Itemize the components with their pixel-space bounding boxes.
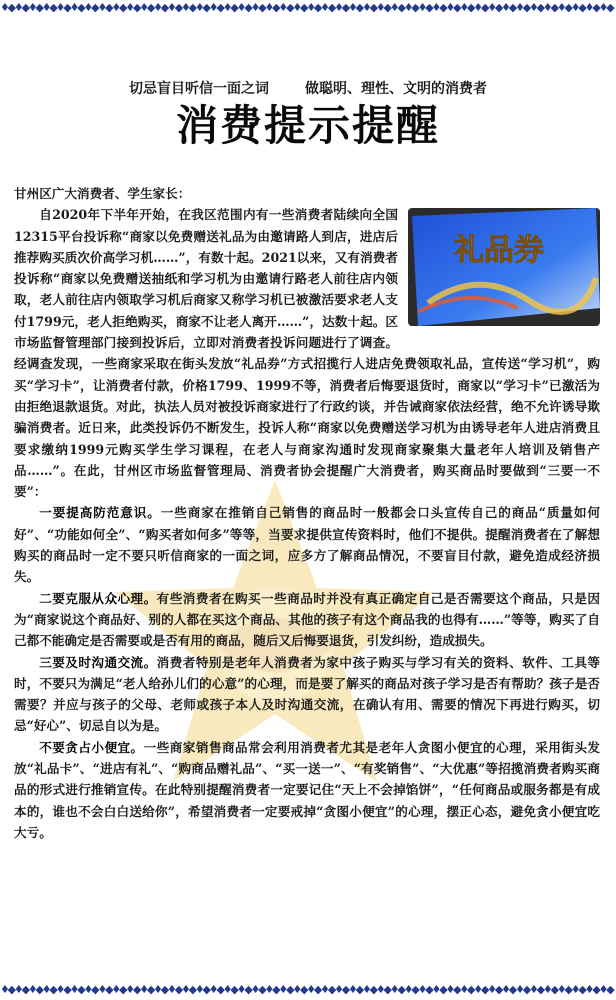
point-1 — [14, 502, 600, 587]
point-2-heading: 二要克服从众心理。 — [39, 590, 157, 606]
slogan-right: 做聪明、理性、文明的消费者 — [305, 81, 487, 97]
slogan-left: 切忌盲目听信一面之词 — [129, 81, 269, 97]
top-diamond-border: ♦◆♦◆♦◆♦◆♦◆♦◆♦◆♦◆♦◆♦◆♦◆♦◆♦◆♦◆♦◆♦◆♦◆♦◆♦◆♦◆♦◆♦◆♦◆♦◆♦◆♦◆♦◆♦◆♦◆♦◆♦◆♦◆♦◆♦◆♦◆♦◆♦◆♦◆♦◆♦◆♦◆♦◆♦◆♦◆ — [0, 1, 613, 14]
gift-voucher-photo — [408, 208, 600, 326]
salutation: 甘州区广大消费者、学生家长： — [14, 186, 191, 201]
point-3 — [14, 652, 600, 737]
page-title: 消费提示提醒 — [175, 101, 440, 150]
point-4 — [14, 737, 600, 843]
notice-body — [14, 183, 600, 843]
intro-paragraph: 礼品券 自2020年下半年开始，在我区范围内有一些消费者陆续向全国12315平台投诉称“商家以免费赠送礼品为由邀请路人到店，进店后推荐购买质次价高学习机……”，有数十起。2021以来，又有消费者投诉称“商家以免费赠送抽纸和学习机为由邀请行路老人前往店内领取，老人前往店内领取学习机后商家又称学习机已被激活要求老人支付1799元，老人拒绝购买，商家不让老人离开……”，达数十起。区市场监督管理部门接到投诉后，立即对消费者投诉问题进行了调查。经调查发现，一些商家采取在街头发放“礼品券”方式招揽行人进店免费领取礼品，宣传送“学习机”，购买“学习卡”，让消费者付款，价格1799、1999不等，消费者后悔要退货时，商家以“学习卡”已激活为由拒绝退款退货。对此，执法人员对被投诉商家进行了行政约谈，并告诫商家依法经营，绝不允许诱导欺骗消费者。近日来，此类投诉仍不断发生，投诉人称“商家以免费赠送学习机为由诱导老年人进店消费且要求缴纳1999元购买学生学习课程，在老人与商家沟通时发现商家聚集大量老年人培训及销售产品……”。在此，甘州区市场监督管理局、消费者协会提醒广大消费者，购买商品时要做到“三要一不要”： — [14, 207, 600, 500]
point-4-heading: 不要贪占小便宜。 — [39, 739, 144, 755]
slogan-line — [0, 78, 616, 98]
bottom-diamond-border: ♦◆♦◆♦◆♦◆♦◆♦◆♦◆♦◆♦◆♦◆♦◆♦◆♦◆♦◆♦◆♦◆♦◆♦◆♦◆♦◆♦◆♦◆♦◆♦◆♦◆♦◆♦◆♦◆♦◆♦◆♦◆♦◆♦◆♦◆♦◆♦◆♦◆♦◆♦◆♦◆♦◆♦◆♦◆♦◆ — [0, 983, 613, 996]
point-2-text: 有些消费者在购买一些商品时并没有真正确定自己是否需要这个商品，只是因为“商家说这个商品好、别的人都在买这个商品、其他的孩子有这个商品我的也得有……”等等，购买了自己都不能确定是否需要或是否有用的商品，随后又后悔要退货，引发纠纷，造成损失。 — [14, 590, 601, 649]
point-1-heading: 一要提高防范意识。 — [39, 505, 161, 521]
voucher-caption: 礼品券 — [454, 233, 544, 269]
point-3-heading: 三要及时沟通交流。 — [39, 654, 157, 670]
point-4-text: 一些商家销售商品常会利用消费者尤其是老年人贪图小便宜的心理，采用街头发放“礼品卡”、“进店有礼”、“购商品赠礼品”、“买一送一”、“有奖销售”、“大优惠”等招揽消费者购买商品的形式进行推销宣传。在此特别提醒消费者一定要记住“天上不会掉馅饼”，“任何商品或服务都是有成本的，谁也不会白白送给你”，希望消费者一定要戒掉“贪图小便宜”的心理，摆正心态，避免贪小便宜吃大亏。 — [14, 739, 601, 840]
point-3-text: 消费者特别是老年人消费者为家中孩子购买与学习有关的资料、软件、工具等时，不要只为满足“老人给孙儿们的心意”的心理，而是要了解买的商品对孩子学习是否有帮助？孩子是否需要？并应与孩子的父母、老师或孩子本人及时沟通交流，在确认有用、需要的情况下再进行购买，切忌“好心”、切忌自以为是。 — [14, 654, 601, 734]
point-2 — [14, 588, 600, 652]
point-1-text: 一些商家在推销自己销售的商品时一般都会口头宣传自己的商品“质量如何好”、“功能如何全”、“购买者如何多”等等，当要求提供宣传资料时，他们不提供。提醒消费者在了解想购买的商品时一定不要只听信商家的一面之词，应多方了解商品情况，不要盲目付款，避免造成经济损失。 — [14, 505, 600, 585]
